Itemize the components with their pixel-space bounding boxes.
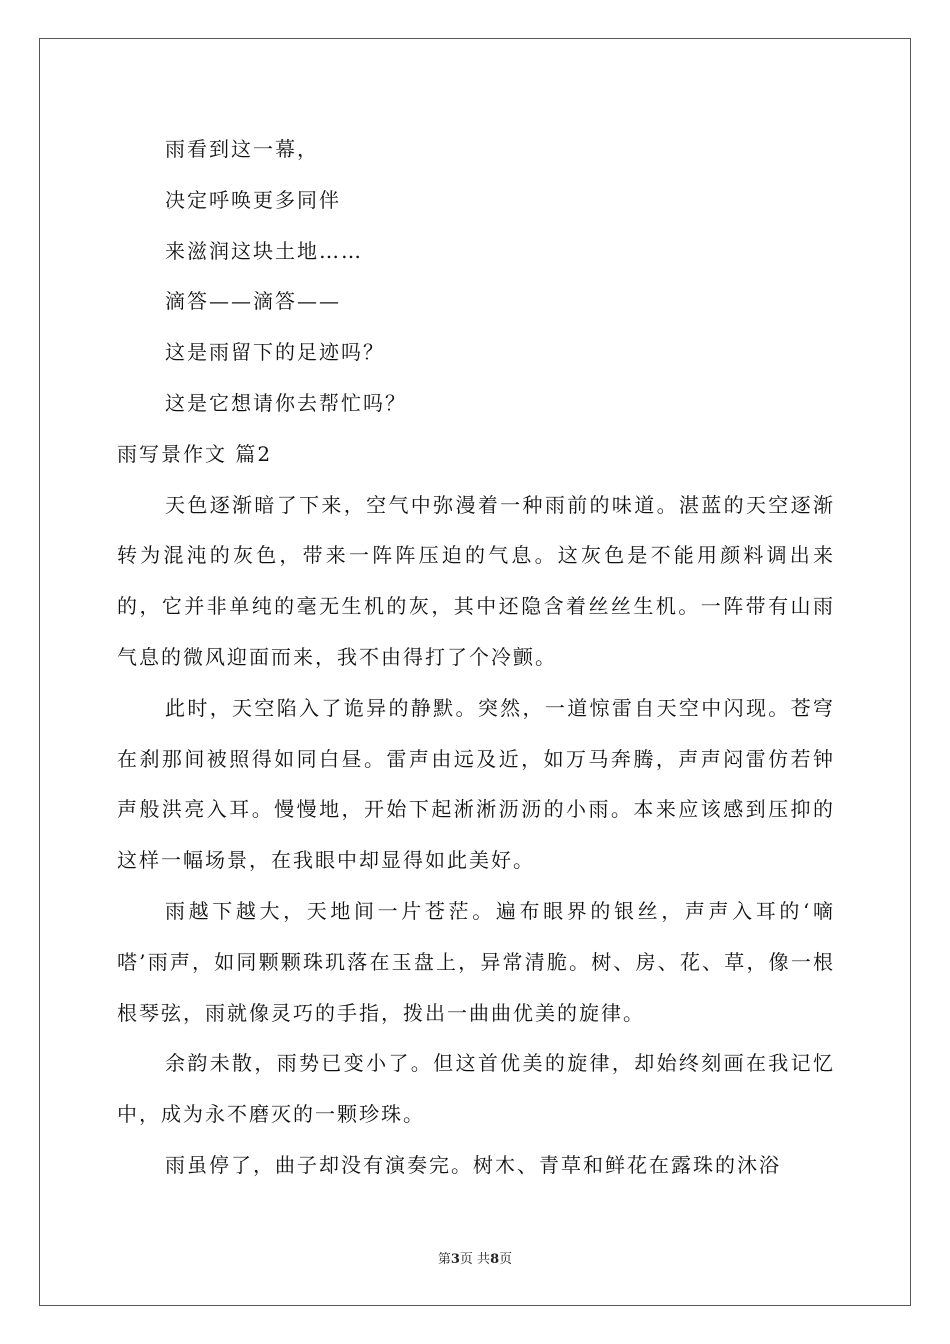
- paragraph: 天色逐渐暗了下来，空气中弥漫着一种雨前的味道。湛蓝的天空逐渐转为混沌的灰色，带来一阵阵压迫的气息。这灰色是不能用颜料调出来的，它并非单纯的毫无生机的灰，其中还隐含着丝丝生机。一阵带有山雨气息的微风迎面而来，我不由得打了个冷颤。: [117, 492, 835, 669]
- poem-line: 雨看到这一幕，: [165, 137, 319, 161]
- poem-line: 滴答——滴答——: [165, 289, 341, 314]
- document-body: [117, 124, 835, 1191]
- poem-line: 这是雨留下的足迹吗？: [165, 340, 385, 365]
- paragraph: 余韵未散，雨势已变小了。但这首优美的旋律，却始终刻画在我记忆中，成为永不磨灭的一颗珍珠。: [117, 1051, 835, 1127]
- paragraph: 此时，天空陷入了诡异的静默。突然，一道惊雷自天空中闪现。苍穹在刹那间被照得如同白昼。雷声由远及近，如万马奔腾，声声闷雷仿若钟声般洪亮入耳。慢慢地，开始下起淅淅沥沥的小雨。本来应该感到压抑的这样一幅场景，在我眼中却显得如此美好。: [117, 695, 835, 873]
- page-footer: [0, 1248, 950, 1267]
- section-title: 雨写景作文 篇2: [117, 441, 273, 466]
- poem-line: 决定呼唤更多同伴: [165, 187, 341, 212]
- paragraph: 雨越下越大，天地间一片苍茫。遍布眼界的银丝，声声入耳的‘嘀嗒’雨声，如同颗颗珠玑落在玉盘上，异常清脆。树、房、花、草，像一根根琴弦，雨就像灵巧的手指，拨出一曲曲优美的旋律。: [117, 898, 835, 1025]
- footer-middle: 页 共: [459, 1252, 491, 1267]
- footer-prefix: 第: [437, 1252, 451, 1267]
- paragraph: 雨虽停了，曲子却没有演奏完。树木、青草和鲜花在露珠的沐浴: [165, 1152, 781, 1177]
- footer-suffix: 页: [499, 1252, 513, 1267]
- poem-line: 来滋润这块土地……: [165, 238, 363, 263]
- total-page-count: 8: [490, 1252, 500, 1267]
- current-page-number: 3: [450, 1252, 460, 1267]
- poem-line: 这是它想请你去帮忙吗？: [165, 390, 407, 415]
